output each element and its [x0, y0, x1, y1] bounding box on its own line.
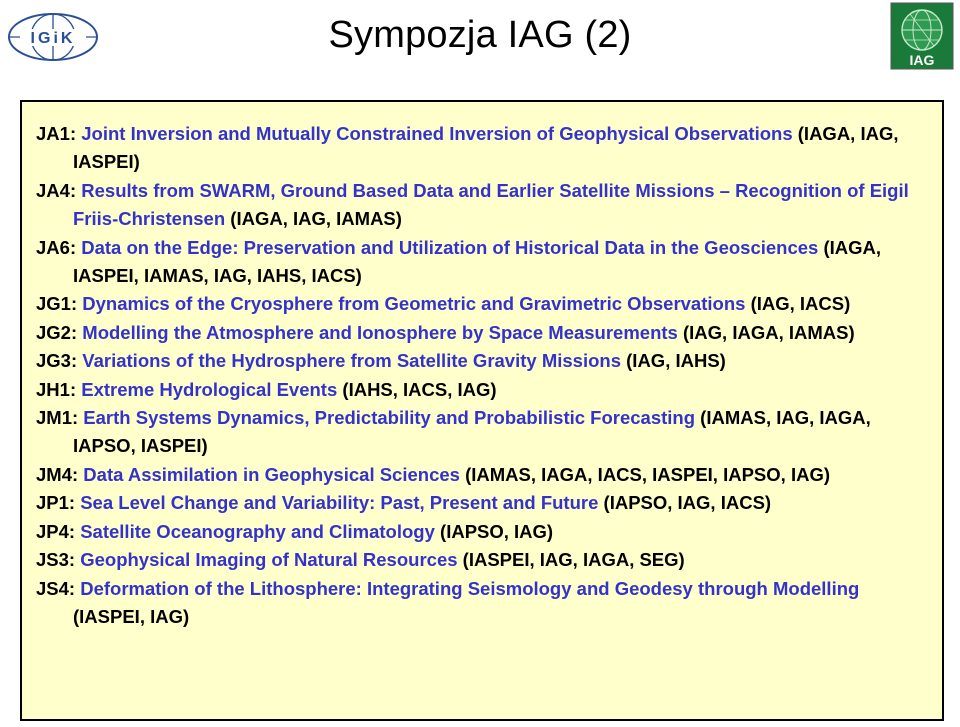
symposium-organizations: (IAGA, IAG, IAMAS) — [230, 208, 402, 230]
symposium-topic: Dynamics of the Cryosphere from Geometric and Gravimetric Observations — [82, 293, 746, 315]
symposium-code: JS4: — [36, 577, 76, 599]
list-item — [36, 234, 932, 291]
list-item — [36, 347, 932, 375]
symposium-code: JA1: — [36, 123, 77, 144]
symposium-organizations: (IASPEI, IAG) — [73, 605, 190, 627]
symposium-organizations: (IAG, IACS) — [750, 293, 851, 315]
symposium-code: JG3: — [36, 350, 78, 372]
symposium-organizations: (IAPSO, IAG, IACS) — [603, 492, 772, 514]
symposium-topic: Modelling the Atmosphere and Ionosphere by Space Measurements — [82, 321, 678, 343]
symposium-topic: Joint Inversion and Mutually Constrained Inversion of Geophysical Observations — [81, 123, 793, 144]
list-item — [36, 376, 932, 404]
symposium-topic: Deformation of the Lithosphere: Integrating Seismology and Geodesy through Modelling — [80, 577, 860, 599]
igik-logo-text: IGiK — [30, 30, 76, 47]
symposium-topic: Variations of the Hydrosphere from Satellite Gravity Missions — [82, 350, 621, 372]
list-item — [36, 489, 932, 517]
symposium-code: JA4: — [36, 179, 77, 201]
symposium-organizations: (IAMAS, IAGA, IACS, IASPEI, IAPSO, IAG) — [465, 463, 830, 485]
symposium-code: JS3: — [36, 549, 76, 571]
symposium-code: JP1: — [36, 492, 76, 514]
symposium-code: JH1: — [36, 378, 77, 400]
symposium-topic: Geophysical Imaging of Natural Resources — [80, 549, 458, 571]
symposium-code: JG1: — [36, 293, 78, 315]
symposium-organizations: (IAG, IAGA, IAMAS) — [682, 321, 855, 343]
symposia-list — [20, 100, 944, 721]
symposium-organizations: (IAMAS, IAG, IAGA, IAPSO, IASPEI) — [73, 407, 871, 457]
list-item — [36, 120, 932, 177]
list-item — [36, 177, 932, 234]
symposium-topic: Results from SWARM, Ground Based Data and Earlier Satellite Missions – Recognition of Eigil Friis-Christensen — [73, 179, 909, 230]
list-item — [36, 575, 932, 632]
symposium-code: JM4: — [36, 463, 79, 485]
symposium-topic: Data on the Edge: Preservation and Utilization of Historical Data in the Geosciences — [81, 236, 819, 258]
symposium-topic: Satellite Oceanography and Climatology — [80, 520, 435, 542]
list-item — [36, 546, 932, 574]
list-item — [36, 290, 932, 318]
symposium-organizations: (IAG, IAHS) — [626, 350, 726, 372]
symposium-code: JA6: — [36, 236, 77, 258]
page-title: Sympozja IAG (2) — [328, 14, 632, 56]
list-item — [36, 461, 932, 489]
symposium-organizations: (IASPEI, IAG, IAGA, SEG) — [462, 549, 685, 571]
symposium-organizations: (IAGA, IASPEI, IAMAS, IAG, IAHS, IACS) — [73, 236, 882, 287]
symposium-topic: Data Assimilation in Geophysical Sciences — [83, 463, 460, 485]
iag-logo-text: IAG — [909, 52, 935, 68]
list-item — [36, 518, 932, 546]
symposium-code: JG2: — [36, 321, 78, 343]
symposium-topic: Extreme Hydrological Events — [81, 378, 338, 400]
symposium-topic: Earth Systems Dynamics, Predictability and Probabilistic Forecasting — [83, 407, 696, 429]
symposium-organizations: (IAGA, IAG, IASPEI) — [73, 123, 899, 173]
symposium-organizations: (IAPSO, IAG) — [440, 520, 554, 542]
symposium-code: JM1: — [36, 407, 79, 429]
list-item — [36, 404, 932, 461]
symposium-topic: Sea Level Change and Variability: Past, Present and Future — [80, 492, 599, 514]
symposium-code: JP4: — [36, 520, 76, 542]
symposium-organizations: (IAHS, IACS, IAG) — [342, 378, 497, 400]
list-item — [36, 319, 932, 347]
